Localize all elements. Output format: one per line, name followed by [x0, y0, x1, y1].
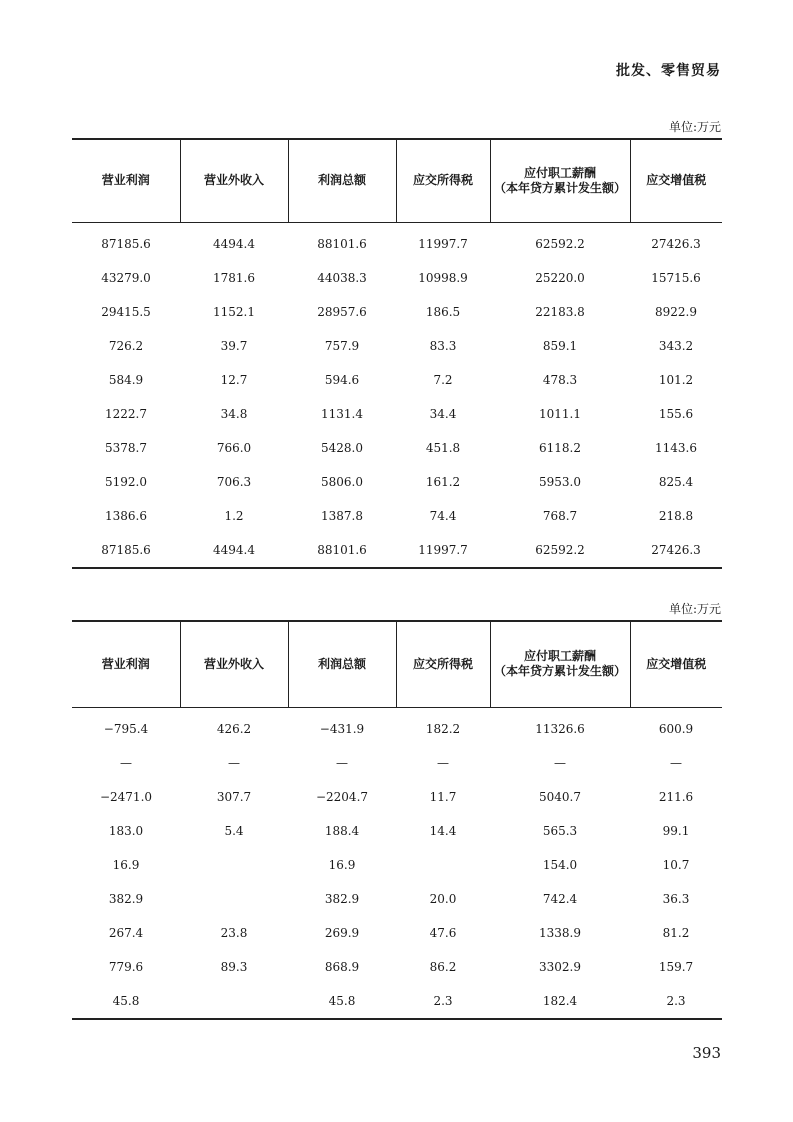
- table-cell: 2.3: [630, 984, 722, 1019]
- table-cell: 88101.6: [317, 236, 367, 251]
- table-cell: 45.8: [72, 984, 180, 1019]
- table-row: [72, 950, 722, 984]
- table-cell: 757.9: [324, 338, 360, 353]
- table-cell: 22183.8: [535, 304, 585, 319]
- table-cell: 343.2: [658, 338, 694, 353]
- table-cell: [180, 848, 288, 882]
- table-cell: 27426.3: [630, 533, 722, 568]
- table-cell: 99.1: [662, 823, 690, 838]
- column-header: 应付职工薪酬 （本年贷方累计发生额）: [490, 139, 630, 222]
- table-cell: [180, 984, 288, 1019]
- table-cell: 11997.7: [418, 236, 468, 251]
- table-cell: 159.7: [658, 959, 694, 974]
- table-row: [72, 329, 722, 363]
- table-cell: 1011.1: [539, 406, 581, 421]
- table-cell: 29415.5: [101, 304, 151, 319]
- table-cell: 47.6: [429, 925, 457, 940]
- table-cell: 15715.6: [651, 270, 701, 285]
- table-cell: 868.9: [324, 959, 360, 974]
- table-cell: 1387.8: [321, 508, 363, 523]
- column-header: 应交增值税: [630, 621, 722, 707]
- table-cell: 44038.3: [317, 270, 367, 285]
- table-cell: 5806.0: [321, 474, 363, 489]
- table-cell: 83.3: [429, 338, 457, 353]
- table-row: [72, 222, 722, 261]
- table-row: [72, 295, 722, 329]
- column-header: 利润总额: [288, 621, 396, 707]
- table-cell: 62592.2: [490, 533, 630, 568]
- table-cell: 267.4: [108, 925, 144, 940]
- table-row: [72, 848, 722, 882]
- table-row: [72, 780, 722, 814]
- table-cell: 7.2: [433, 372, 453, 387]
- table-cell: 1338.9: [539, 925, 581, 940]
- table-cell: 3302.9: [539, 959, 581, 974]
- table-cell: 16.9: [112, 857, 140, 872]
- table-cell: 726.2: [108, 338, 144, 353]
- table-cell: 1.2: [224, 508, 244, 523]
- table-cell: 859.1: [542, 338, 578, 353]
- table-cell: 1152.1: [213, 304, 255, 319]
- table-cell: 16.9: [328, 857, 356, 872]
- table-cell: 11997.7: [396, 533, 490, 568]
- table-cell: 8922.9: [655, 304, 697, 319]
- table-cell: 1222.7: [105, 406, 147, 421]
- table-cell: 62592.2: [535, 236, 585, 251]
- table-cell: 768.7: [542, 508, 578, 523]
- table-cell: 426.2: [216, 721, 252, 736]
- table-cell: 600.9: [658, 721, 694, 736]
- table-cell: 5953.0: [539, 474, 581, 489]
- column-header: 利润总额: [288, 139, 396, 222]
- table-cell: 101.2: [658, 372, 694, 387]
- table-cell: 766.0: [216, 440, 252, 455]
- table-cell: 6118.2: [539, 440, 581, 455]
- table-cell: 20.0: [429, 891, 457, 906]
- table-cell: 584.9: [108, 372, 144, 387]
- table-cell: —: [120, 755, 132, 770]
- table-cell: 183.0: [108, 823, 144, 838]
- unit-label-table-1: 单位:万元: [668, 120, 721, 134]
- table-cell: 4494.4: [180, 533, 288, 568]
- table-cell: [180, 882, 288, 916]
- table-cell: —: [228, 755, 240, 770]
- table-row: [72, 916, 722, 950]
- table-cell: 86.2: [429, 959, 457, 974]
- table-row: [72, 882, 722, 916]
- table-cell: 10998.9: [418, 270, 468, 285]
- table-cell: 11326.6: [535, 721, 585, 736]
- table-cell: 1143.6: [655, 440, 697, 455]
- table-cell: 14.4: [429, 823, 457, 838]
- table-cell: −2471.0: [99, 789, 153, 804]
- table-row: [72, 746, 722, 780]
- table-cell: 779.6: [108, 959, 144, 974]
- table-body: [72, 707, 722, 1019]
- table-cell: −795.4: [103, 721, 149, 736]
- table-cell: 43279.0: [101, 270, 151, 285]
- table-row: [72, 465, 722, 499]
- table-row: [72, 707, 722, 746]
- table-header-row: [72, 139, 722, 222]
- table-cell: 87185.6: [72, 533, 180, 568]
- table-row: [72, 261, 722, 295]
- table-cell: 742.4: [542, 891, 578, 906]
- table-cell: 28957.6: [317, 304, 367, 319]
- table-cell: 5428.0: [321, 440, 363, 455]
- table-cell: —: [437, 755, 449, 770]
- table-row: [72, 397, 722, 431]
- table-cell: 186.5: [425, 304, 461, 319]
- page-number: 393: [692, 1044, 721, 1062]
- table-cell: 5192.0: [105, 474, 147, 489]
- table-cell: 5040.7: [539, 789, 581, 804]
- table-cell: 23.8: [220, 925, 248, 940]
- column-header: 应交增值税: [630, 139, 722, 222]
- table-cell: [396, 848, 490, 882]
- table-cell: 218.8: [658, 508, 694, 523]
- table-row: [72, 431, 722, 465]
- table-row: [72, 363, 722, 397]
- column-header: 应付职工薪酬 （本年贷方累计发生额）: [490, 621, 630, 707]
- table-cell: 382.9: [324, 891, 360, 906]
- table-cell: 478.3: [542, 372, 578, 387]
- table-cell: −2204.7: [315, 789, 369, 804]
- table-row: [72, 814, 722, 848]
- table-cell: 307.7: [216, 789, 252, 804]
- column-header: 营业利润: [72, 621, 180, 707]
- table-cell: 88101.6: [288, 533, 396, 568]
- table-cell: 825.4: [658, 474, 694, 489]
- column-header: 营业利润: [72, 139, 180, 222]
- column-header: 应交所得税: [396, 139, 490, 222]
- table-cell: 12.7: [220, 372, 248, 387]
- table-cell: 36.3: [662, 891, 690, 906]
- table-cell: −431.9: [319, 721, 365, 736]
- table-cell: 25220.0: [535, 270, 585, 285]
- table-cell: 1131.4: [321, 406, 363, 421]
- table-cell: 5378.7: [105, 440, 147, 455]
- table-cell: 81.2: [662, 925, 690, 940]
- table-cell: 87185.6: [101, 236, 151, 251]
- table-cell: 1781.6: [213, 270, 255, 285]
- column-header: 营业外收入: [180, 139, 288, 222]
- running-head: 批发、零售贸易: [616, 63, 721, 79]
- table-cell: 154.0: [542, 857, 578, 872]
- table-row: [72, 984, 722, 1019]
- table-cell: —: [554, 755, 566, 770]
- table-cell: —: [336, 755, 348, 770]
- table-cell: 89.3: [220, 959, 248, 974]
- table-cell: 269.9: [324, 925, 360, 940]
- column-header: 应交所得税: [396, 621, 490, 707]
- table-cell: 565.3: [542, 823, 578, 838]
- table-cell: 211.6: [658, 789, 694, 804]
- table-cell: 27426.3: [651, 236, 701, 251]
- table-body: [72, 222, 722, 568]
- table-cell: 161.2: [425, 474, 461, 489]
- table-cell: 382.9: [108, 891, 144, 906]
- table-cell: 182.2: [425, 721, 461, 736]
- table-cell: 34.8: [220, 406, 248, 421]
- table-cell: 188.4: [324, 823, 360, 838]
- table-cell: —: [670, 755, 682, 770]
- column-header: 营业外收入: [180, 621, 288, 707]
- table-cell: 39.7: [220, 338, 248, 353]
- table-header-row: [72, 621, 722, 707]
- table-cell: 45.8: [288, 984, 396, 1019]
- table-cell: 2.3: [396, 984, 490, 1019]
- table-cell: 594.6: [324, 372, 360, 387]
- table-cell: 74.4: [429, 508, 457, 523]
- table-cell: 34.4: [429, 406, 457, 421]
- table-cell: 4494.4: [213, 236, 255, 251]
- table-row: [72, 533, 722, 568]
- table-cell: 5.4: [224, 823, 244, 838]
- table-cell: 182.4: [490, 984, 630, 1019]
- data-table-2: [72, 620, 722, 1020]
- table-row: [72, 499, 722, 533]
- table-cell: 1386.6: [105, 508, 147, 523]
- data-table-1: [72, 138, 722, 569]
- table-cell: 706.3: [216, 474, 252, 489]
- table-cell: 155.6: [658, 406, 694, 421]
- table-cell: 10.7: [662, 857, 690, 872]
- table-cell: 11.7: [429, 789, 457, 804]
- unit-label-table-2: 单位:万元: [668, 602, 721, 616]
- table-cell: 451.8: [425, 440, 461, 455]
